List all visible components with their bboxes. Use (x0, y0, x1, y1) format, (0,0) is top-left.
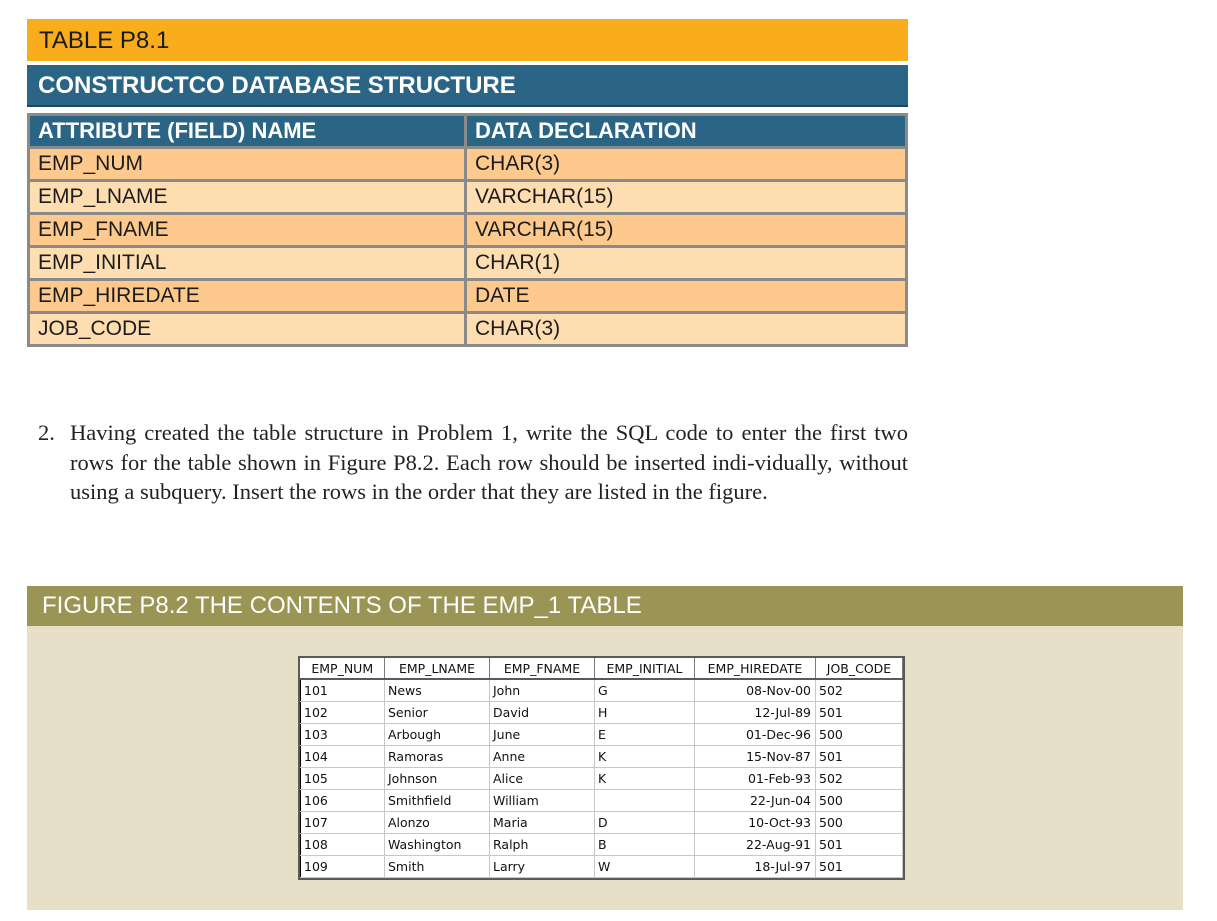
problem-number: 2. (38, 420, 55, 445)
table-label: TABLE P8.1 (27, 19, 908, 61)
emp-header-row (301, 658, 903, 679)
emp-num-cell: 107 (301, 812, 385, 834)
problem-2 (38, 418, 908, 507)
emp-lname-header: EMP_LNAME (385, 658, 490, 679)
data-declaration-cell: DATE (466, 280, 907, 313)
emp-1-table (300, 658, 903, 878)
data-declaration-cell: CHAR(3) (466, 313, 907, 346)
emp-initial-cell: K (595, 768, 695, 790)
job-code-cell: 501 (816, 702, 903, 724)
emp-fname-cell: Anne (490, 746, 595, 768)
emp-initial-cell: W (595, 856, 695, 878)
emp-lname-cell: Arbough (385, 724, 490, 746)
emp-fname-cell: William (490, 790, 595, 812)
data-declaration-cell: CHAR(3) (466, 148, 907, 181)
emp-fname-header: EMP_FNAME (490, 658, 595, 679)
emp-num-cell: 106 (301, 790, 385, 812)
emp-initial-header: EMP_INITIAL (595, 658, 695, 679)
emp-hiredate-cell: 01-Dec-96 (695, 724, 816, 746)
emp-hiredate-cell: 15-Nov-87 (695, 746, 816, 768)
emp-initial-cell (595, 790, 695, 812)
emp-fname-cell: Larry (490, 856, 595, 878)
database-structure-table (27, 113, 908, 347)
job-code-cell: 502 (816, 679, 903, 702)
problem-text: Having created the table structure in Problem 1, write the SQL code to enter the first two rows for the table shown in Figure P8.2. Each row should be inserted indi-vidually, without using a subquery. Insert the rows in the order that they are listed in the figure. (70, 420, 908, 504)
figure-p8-2 (27, 586, 1183, 910)
data-declaration-cell: VARCHAR(15) (466, 214, 907, 247)
data-declaration-header: DATA DECLARATION (466, 115, 907, 148)
emp-lname-cell: Washington (385, 834, 490, 856)
job-code-cell: 500 (816, 724, 903, 746)
table-row (29, 280, 907, 313)
table-header-row (29, 115, 907, 148)
emp-num-cell: 108 (301, 834, 385, 856)
attribute-name-cell: EMP_LNAME (29, 181, 466, 214)
table-row (301, 724, 903, 746)
attribute-name-cell: EMP_NUM (29, 148, 466, 181)
figure-title: FIGURE P8.2 THE CONTENTS OF THE EMP_1 TABLE (27, 586, 1183, 626)
emp-hiredate-cell: 01-Feb-93 (695, 768, 816, 790)
emp-fname-cell: June (490, 724, 595, 746)
job-code-cell: 501 (816, 834, 903, 856)
attribute-name-cell: JOB_CODE (29, 313, 466, 346)
job-code-cell: 500 (816, 812, 903, 834)
emp-lname-cell: Alonzo (385, 812, 490, 834)
emp-hiredate-cell: 08-Nov-00 (695, 679, 816, 702)
emp-initial-cell: H (595, 702, 695, 724)
emp-hiredate-cell: 22-Aug-91 (695, 834, 816, 856)
emp-fname-cell: Ralph (490, 834, 595, 856)
emp-fname-cell: John (490, 679, 595, 702)
table-row (29, 148, 907, 181)
emp-num-cell: 103 (301, 724, 385, 746)
emp-num-cell: 105 (301, 768, 385, 790)
table-title: CONSTRUCTCO DATABASE STRUCTURE (27, 65, 908, 107)
job-code-cell: 501 (816, 746, 903, 768)
job-code-header: JOB_CODE (816, 658, 903, 679)
emp-lname-cell: Johnson (385, 768, 490, 790)
attribute-name-cell: EMP_INITIAL (29, 247, 466, 280)
table-row (29, 313, 907, 346)
table-p8-1 (27, 19, 908, 347)
data-declaration-cell: CHAR(1) (466, 247, 907, 280)
emp-num-cell: 102 (301, 702, 385, 724)
table-row (301, 702, 903, 724)
job-code-cell: 502 (816, 768, 903, 790)
attribute-name-cell: EMP_FNAME (29, 214, 466, 247)
emp-hiredate-cell: 18-Jul-97 (695, 856, 816, 878)
emp-lname-cell: Smith (385, 856, 490, 878)
emp-hiredate-cell: 22-Jun-04 (695, 790, 816, 812)
emp-initial-cell: D (595, 812, 695, 834)
emp-hiredate-header: EMP_HIREDATE (695, 658, 816, 679)
table-row (301, 812, 903, 834)
emp-num-header: EMP_NUM (301, 658, 385, 679)
emp-fname-cell: Maria (490, 812, 595, 834)
emp-1-table-frame (298, 656, 905, 880)
table-row (29, 214, 907, 247)
data-declaration-cell: VARCHAR(15) (466, 181, 907, 214)
emp-num-cell: 101 (301, 679, 385, 702)
emp-lname-cell: News (385, 679, 490, 702)
table-row (301, 834, 903, 856)
emp-lname-cell: Ramoras (385, 746, 490, 768)
emp-num-cell: 109 (301, 856, 385, 878)
emp-lname-cell: Senior (385, 702, 490, 724)
job-code-cell: 500 (816, 790, 903, 812)
table-row (301, 746, 903, 768)
emp-num-cell: 104 (301, 746, 385, 768)
attribute-name-header: ATTRIBUTE (FIELD) NAME (29, 115, 466, 148)
emp-initial-cell: K (595, 746, 695, 768)
job-code-cell: 501 (816, 856, 903, 878)
table-row (29, 247, 907, 280)
attribute-name-cell: EMP_HIREDATE (29, 280, 466, 313)
emp-initial-cell: G (595, 679, 695, 702)
emp-initial-cell: E (595, 724, 695, 746)
table-row (301, 790, 903, 812)
table-row (29, 181, 907, 214)
emp-fname-cell: David (490, 702, 595, 724)
table-row (301, 679, 903, 702)
table-row (301, 768, 903, 790)
emp-lname-cell: Smithfield (385, 790, 490, 812)
emp-fname-cell: Alice (490, 768, 595, 790)
table-row (301, 856, 903, 878)
emp-initial-cell: B (595, 834, 695, 856)
emp-hiredate-cell: 12-Jul-89 (695, 702, 816, 724)
emp-hiredate-cell: 10-Oct-93 (695, 812, 816, 834)
